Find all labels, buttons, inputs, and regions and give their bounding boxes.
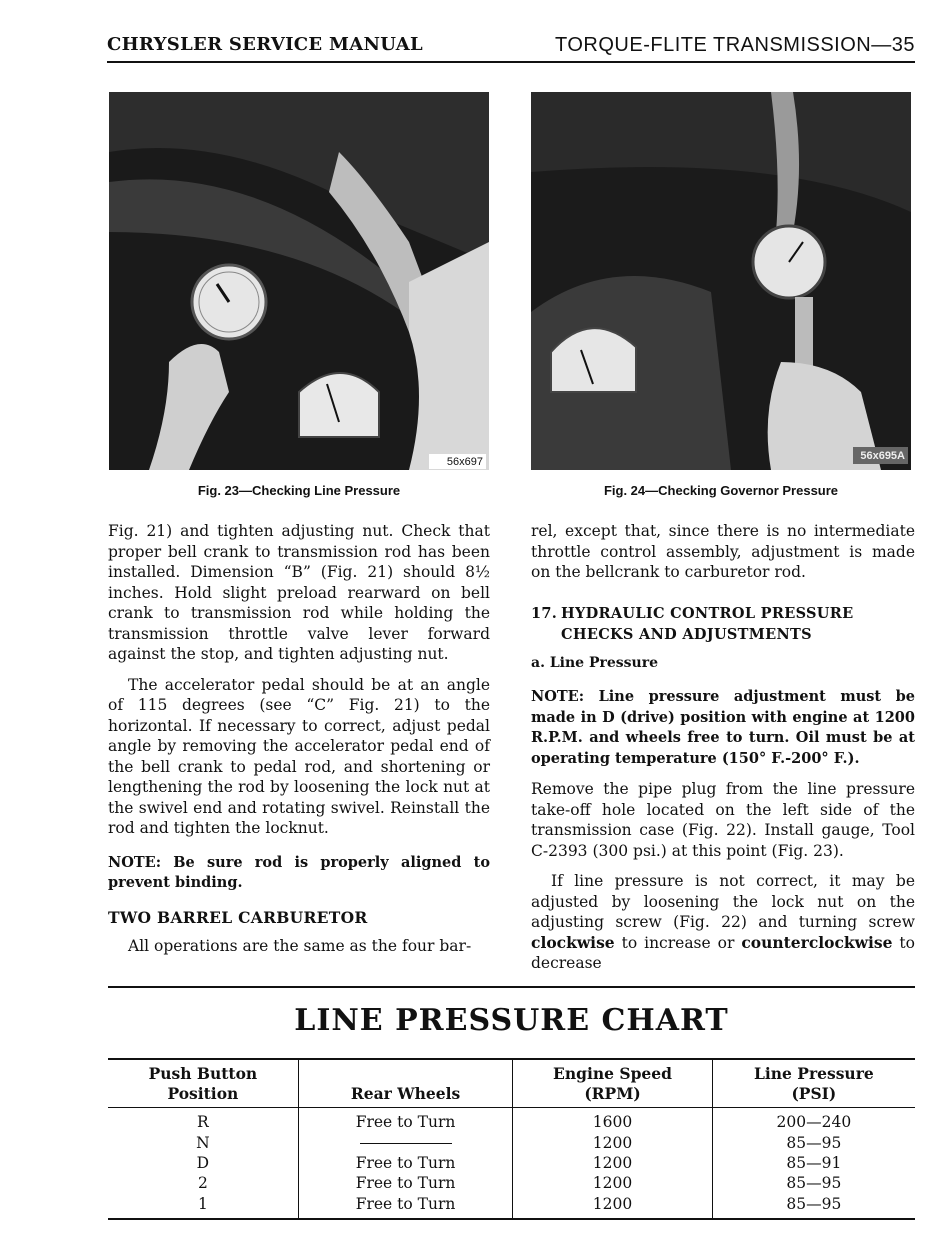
paragraph: rel, except that, since there is no intermediate throttle control assembly, adjustment is made on the bellcrank to carburetor rod. [531, 522, 915, 581]
figure-24-caption: Fig. 24—Checking Governor Pressure [603, 483, 839, 498]
chart-top-rule [108, 986, 915, 988]
figure-23-photo [109, 92, 489, 470]
section-running-head: TORQUE-FLITE TRANSMISSION—35 [555, 34, 915, 56]
note: NOTE: Be sure rod is properly aligned to prevent binding. [108, 853, 490, 891]
paragraph: Remove the pipe plug from the line pressure take-off hole located on the left side of the transmission case (Fig. 22). Install gauge, Tool C-2393 (300 psi.) at this point (Fig. 23). [531, 780, 915, 860]
column-header-line-pressure: Line Pressure (PSI) [712, 1059, 915, 1108]
table-row: 2 Free to Turn 1200 85—95 [108, 1173, 915, 1193]
table-row: D Free to Turn 1200 85—91 [108, 1153, 915, 1173]
section-title-line-2: CHECKS AND ADJUSTMENTS [561, 625, 812, 643]
table-row: R Free to Turn 1600 200—240 [108, 1108, 915, 1133]
table-row: N 1200 85—95 [108, 1132, 915, 1152]
column-header-position: Push Button Position [108, 1059, 298, 1108]
section-title-line-1: HYDRAULIC CONTROL PRESSURE [561, 604, 854, 622]
column-header-rear-wheels: Rear Wheels [298, 1059, 513, 1108]
table-header-row [108, 1059, 915, 1108]
paragraph: All operations are the same as the four bar- [128, 937, 472, 955]
note: NOTE: Line pressure adjustment must be made in D (drive) position with engine at 1200 R.P.M. and wheels free to turn. Oil must be at operating temperature (150° F.-200° F.). [531, 688, 915, 767]
right-column [531, 521, 915, 974]
figure-23-caption: Fig. 23—Checking Line Pressure [197, 483, 401, 498]
figure-24-photo [531, 92, 911, 470]
header-rule [107, 61, 915, 63]
chart-title: LINE PRESSURE CHART [294, 1003, 729, 1038]
rear-wheels-dash [298, 1132, 513, 1152]
page-header [107, 34, 915, 60]
manual-title: CHRYSLER SERVICE MANUAL [107, 34, 423, 55]
left-column [108, 521, 490, 957]
section-heading [531, 603, 915, 645]
table-row: 1 Free to Turn 1200 85—95 [108, 1194, 915, 1219]
paragraph-heading: a. Line Pressure [531, 654, 658, 671]
paragraph: If line pressure is not correct, it may be adjusted by loosening the lock nut on the adjusting screw (Fig. 22) and turning screw clockwise to increase or counterclockwise to decrease [531, 872, 915, 972]
paragraph: The accelerator pedal should be at an angle of 115 degrees (see “C” Fig. 21) to the horizontal. If necessary to correct, adjust pedal angle by removing the accelerator pedal end of the bell crank to pedal rod, and shortening or lengthening the rod by loosening the lock nut at the swivel end and rotating swivel. Reinstall the rod and tighten the locknut. [108, 675, 490, 837]
subheading: TWO BARREL CARBURETOR [108, 907, 368, 927]
line-pressure-table [108, 1058, 915, 1220]
figure-23-photo-id: 56x697 [446, 456, 483, 468]
section-number: 17. [531, 604, 558, 622]
paragraph: Fig. 21) and tighten adjusting nut. Check that proper bell crank to transmission rod has been installed. Dimension “B” (Fig. 21) should 8½ inches. Hold slight preload rearward on bell crank to transmission rod while holding the transmission throttle valve lever forward against the stop, and tighten adjusting nut. [108, 522, 490, 663]
column-header-engine-speed: Engine Speed (RPM) [513, 1059, 712, 1108]
figure-24-photo-id: 56x695A [860, 450, 905, 462]
